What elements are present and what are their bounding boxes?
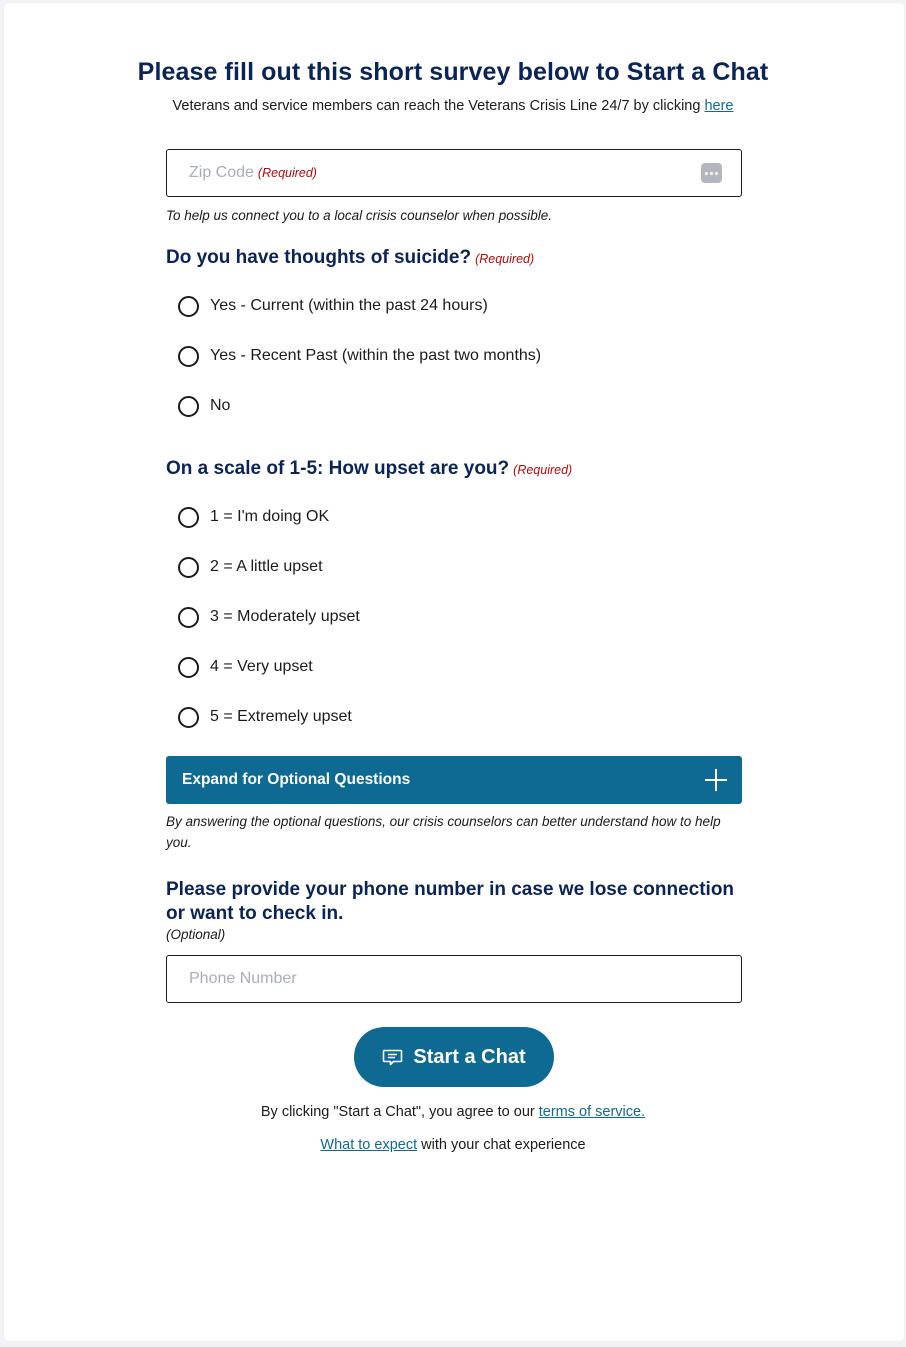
radio-circle[interactable]: [178, 557, 199, 578]
terms-of-service-link[interactable]: terms of service.: [538, 1104, 646, 1120]
what-to-expect-text: with your chat experience: [421, 1137, 586, 1153]
radio-label: Yes - Current (within the past 24 hours): [210, 297, 488, 314]
phone-number-field[interactable]: [166, 955, 742, 1003]
page-title: Please fill out this short survey below to Start a Chat: [137, 58, 769, 86]
upset-required-tag: (Required): [513, 463, 573, 477]
crisis-line-text: Veterans and service members can reach the Veterans Crisis Line 24/7 by clicking: [172, 98, 701, 114]
crisis-line-link[interactable]: here: [704, 98, 734, 114]
radio-upset-5[interactable]: [178, 705, 352, 729]
terms-notice: [0, 1104, 906, 1120]
radio-suicide-recent[interactable]: [178, 344, 541, 368]
radio-upset-4[interactable]: [178, 655, 313, 679]
radio-circle[interactable]: [178, 296, 199, 317]
upset-question-label: On a scale of 1-5: How upset are you?: [166, 458, 510, 479]
radio-upset-2[interactable]: [178, 555, 323, 579]
optional-help-text: By answering the optional questions, our crisis counselors can better understand how to help you.: [166, 814, 721, 850]
radio-label: 1 = I'm doing OK: [210, 508, 330, 525]
radio-suicide-no[interactable]: [178, 394, 230, 418]
chat-bubble-icon: [382, 1047, 403, 1068]
start-chat-label: Start a Chat: [413, 1045, 526, 1068]
what-to-expect-notice: [0, 1137, 906, 1153]
start-chat-button[interactable]: [354, 1027, 554, 1087]
phone-number-input[interactable]: [167, 956, 741, 1002]
radio-label: 4 = Very upset: [210, 658, 313, 675]
zip-code-field[interactable]: [166, 149, 742, 197]
radio-upset-1[interactable]: [178, 505, 329, 529]
upset-question: [166, 458, 572, 480]
phone-optional-tag: (Optional): [166, 927, 226, 942]
suicide-question-label: Do you have thoughts of suicide?: [166, 247, 472, 268]
radio-label: No: [210, 397, 231, 414]
zip-help-text: To help us connect you to a local crisis counselor when possible.: [166, 208, 552, 223]
terms-text: By clicking "Start a Chat", you agree to our: [260, 1104, 535, 1120]
radio-circle[interactable]: [178, 657, 199, 678]
optional-questions-accordion[interactable]: [166, 756, 742, 804]
radio-circle[interactable]: [178, 396, 199, 417]
crisis-line-notice: [0, 98, 906, 114]
radio-label: Yes - Recent Past (within the past two months): [210, 347, 542, 364]
plus-icon[interactable]: [705, 769, 727, 791]
radio-circle[interactable]: [178, 507, 199, 528]
radio-upset-3[interactable]: [178, 605, 360, 629]
zip-code-placeholder-text: Zip Code: [189, 164, 254, 181]
suicide-required-tag: (Required): [475, 252, 535, 266]
radio-label: 2 = A little upset: [210, 558, 323, 575]
radio-circle[interactable]: [178, 707, 199, 728]
accordion-label: Expand for Optional Questions: [182, 771, 411, 788]
what-to-expect-link[interactable]: What to expect: [320, 1137, 418, 1153]
radio-circle[interactable]: [178, 607, 199, 628]
password-manager-icon[interactable]: [701, 163, 722, 183]
zip-required-tag: (Required): [257, 166, 317, 180]
radio-label: 3 = Moderately upset: [210, 608, 360, 625]
radio-suicide-current[interactable]: [178, 294, 488, 318]
radio-label: 5 = Extremely upset: [210, 708, 352, 725]
radio-circle[interactable]: [178, 346, 199, 367]
suicide-question: [166, 247, 534, 269]
zip-code-input[interactable]: [167, 150, 741, 196]
phone-question: Please provide your phone number in case we lose connection or want to check in.: [166, 879, 735, 924]
